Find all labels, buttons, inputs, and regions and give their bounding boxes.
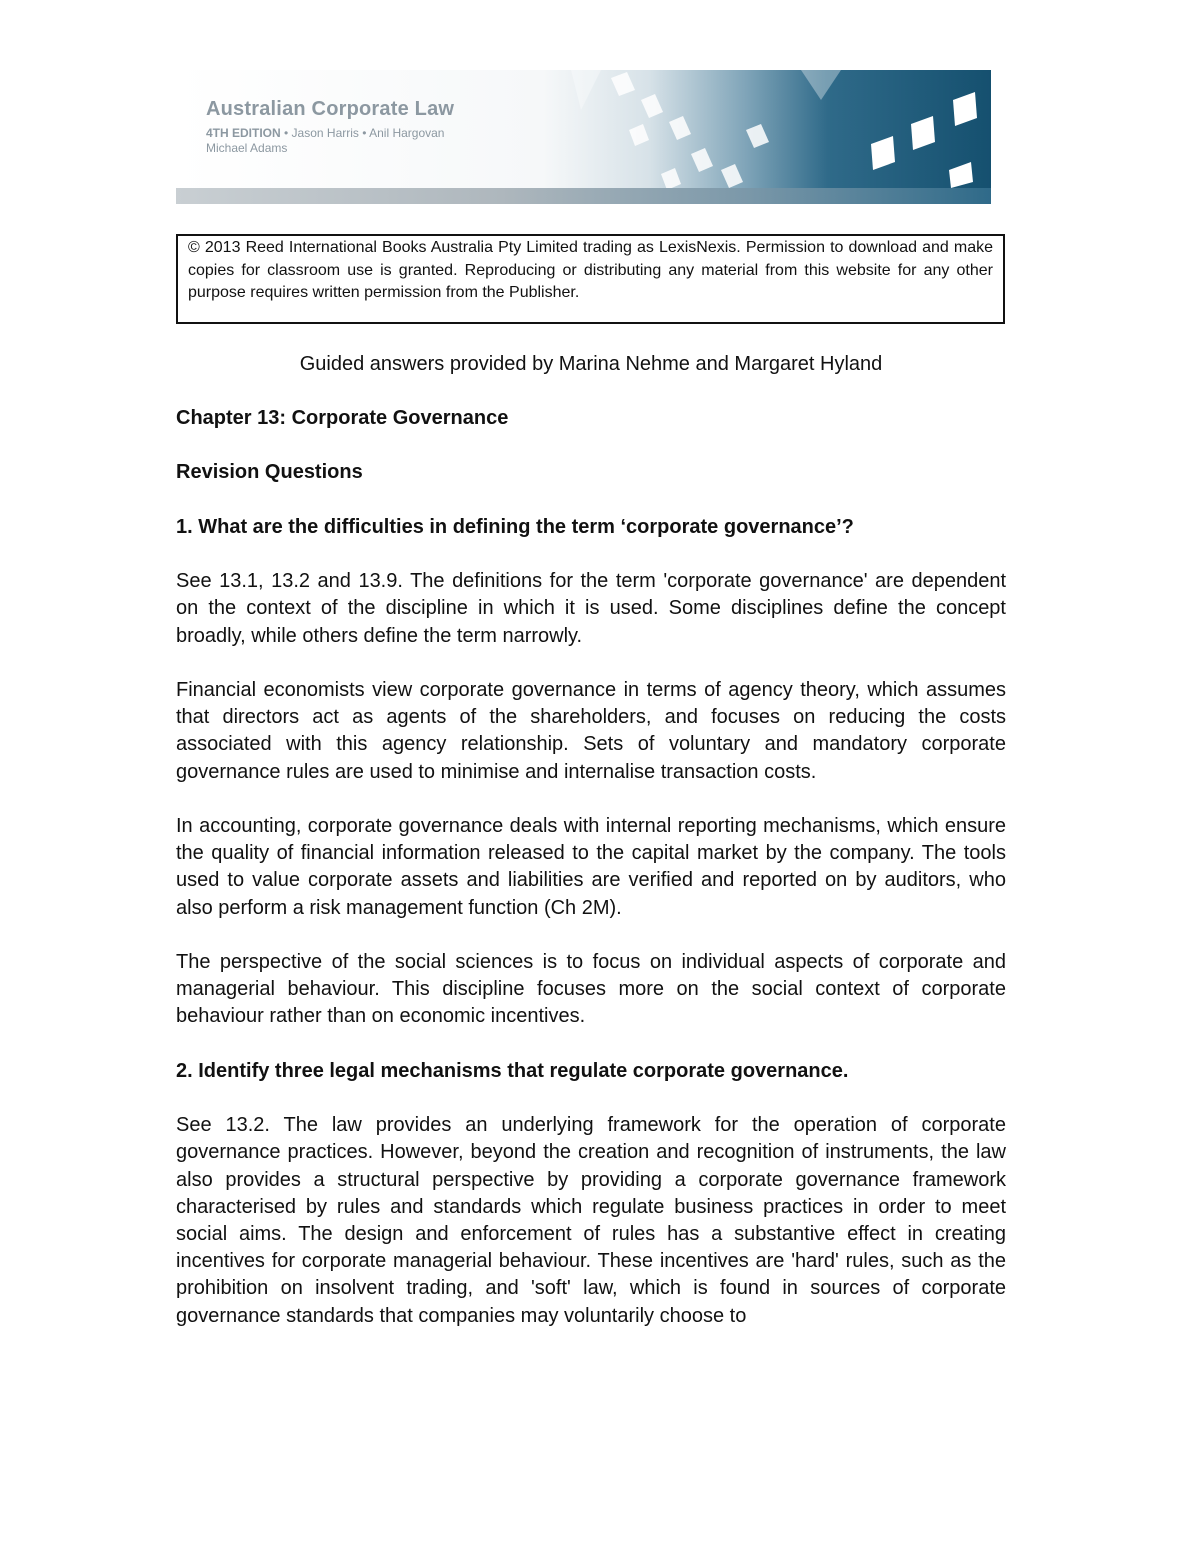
q1-paragraph: In accounting, corporate governance deals with internal reporting mechanisms, which ensure the quality of financial information released to the capital market by the company. The tools used to value corporate assets and liabilities are verified and reported on by auditors, who also perform a risk management function (Ch 2M). [176, 814, 1006, 919]
copyright-text: © 2013 Reed International Books Australia Pty Limited trading as LexisNexis. Permission to download and make copies for classroom use is granted. Reproducing or distributing any material from this website for any other purpose requires written permission from the Publisher. [188, 239, 993, 301]
copyright-notice-box [176, 234, 1005, 324]
banner-text [206, 98, 454, 156]
question-2: 2. Identify three legal mechanisms that regulate corporate governance. [176, 1059, 849, 1082]
q1-paragraph: See 13.1, 13.2 and 13.9. The definitions for the term 'corporate governance' are dependent on the context of the discipline in which it is used. Some disciplines define the concept broadly, while others define the term narrowly. [176, 570, 1006, 647]
book-authors-line1: • Jason Harris • Anil Hargovan [280, 126, 445, 140]
book-edition: 4TH EDITION [206, 126, 281, 140]
q1-paragraph: The perspective of the social sciences is to focus on individual aspects of corporate and managerial behaviour. This discipline focuses more on the social context of corporate behaviour rather than on economic incentives. [176, 950, 1006, 1028]
section-title: Revision Questions [176, 461, 363, 484]
q2-paragraph: See 13.2. The law provides an underlying framework for the operation of corporate governance practices. However, beyond the creation and recognition of instruments, the law also provides a structural perspective by providing a corporate governance framework characterised by rules and standards which regulate business practices in order to meet social aims. The design and enforcement of rules has a substantive effect in creating incentives for corporate managerial behaviour. These incentives are 'hard' rules, such as the prohibition on insolvent trading, and 'soft' law, which is found in sources of corporate governance standards that companies may voluntarily choose to [176, 1114, 1006, 1327]
book-edition-authors [206, 126, 454, 156]
book-title: Australian Corporate Law [206, 98, 455, 120]
question-1: 1. What are the difficulties in defining the term ‘corporate governance’? [176, 515, 854, 538]
book-authors-line2: Michael Adams [206, 141, 288, 155]
banner-base-strip [176, 188, 991, 204]
banner-decoration [571, 70, 991, 204]
q1-paragraph: Financial economists view corporate governance in terms of agency theory, which assumes that directors act as agents of the shareholders, and focuses on reducing the costs associated with this agency relationship. Sets of voluntary and mandatory corporate governance rules are used to minimise and internalise transaction costs. [176, 678, 1006, 783]
book-banner [176, 70, 991, 204]
document-body [176, 405, 1006, 1357]
answer-credits: Guided answers provided by Marina Nehme and Margaret Hyland [299, 353, 883, 375]
chapter-title: Chapter 13: Corporate Governance [176, 407, 509, 429]
